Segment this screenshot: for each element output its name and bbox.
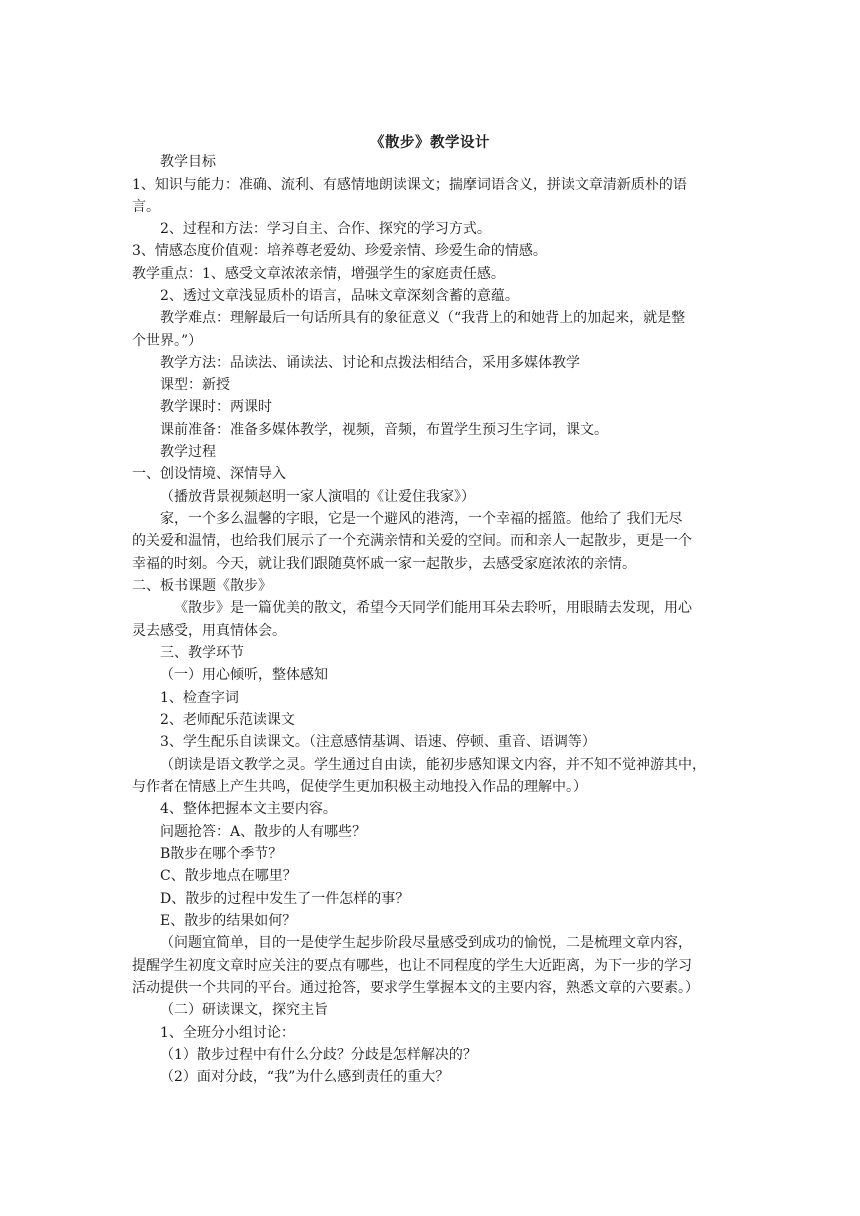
paragraph-line: 4、整体把握本文主要内容。 <box>160 801 337 817</box>
section-heading: 教学过程 <box>160 444 216 460</box>
paragraph-line: 3、情感态度价值观：培养尊老爱幼、珍爱亲情、珍爱生命的情感。 <box>132 243 547 259</box>
section-heading: 教学目标 <box>160 154 216 170</box>
paragraph-line: 2、过程和方法：学习自主、合作、探究的学习方式。 <box>160 221 491 237</box>
section-heading: 一、创设情境、深情导入 <box>132 466 286 482</box>
paragraph-line: 幸福的时刻。今天，就让我们跟随莫怀戚一家一起散步，去感受家庭浓浓的亲情。 <box>132 556 636 572</box>
paragraph-line: 与作者在情感上产生共鸣，促使学生更加积极主动地投入作品的理解中。） <box>132 779 587 795</box>
paragraph-line: 1、检查字词 <box>160 690 239 706</box>
paragraph-line: 提醒学生初度文章时应关注的要点有哪些，也让不同程度的学生大近距离，为下一步的学习 <box>132 958 692 974</box>
paragraph-line: 个世界。”） <box>132 333 203 349</box>
paragraph-line: （播放背景视频赵明一家人演唱的《让爱住我家》） <box>160 489 475 505</box>
paragraph-line: 教学难点：理解最后一句话所具有的象征意义（“我背上的和她背上的加起来，就是整 <box>160 310 686 326</box>
question-line: （1）散步过程中有什么分歧？分歧是怎样解决的？ <box>160 1047 477 1063</box>
paragraph-line: 教学方法：品读法、诵读法、讨论和点拨法相结合，采用多媒体教学 <box>160 355 580 371</box>
question-line: （2）面对分歧，“我”为什么感到责任的重大？ <box>160 1069 450 1085</box>
subsection-heading: （二）研读课文，探究主旨 <box>160 1002 328 1018</box>
paragraph-line: 教学重点：1、感受文章浓浓亲情，增强学生的家庭责任感。 <box>132 266 505 282</box>
paragraph-line: 教学课时：两课时 <box>160 399 272 415</box>
paragraph-line: 2、透过文章浅显质朴的语言，品味文章深刻含蓄的意蕴。 <box>160 288 519 304</box>
paragraph-line: 3、学生配乐自读课文。（注意感情基调、语速、停顿、重音、语调等） <box>160 734 596 750</box>
question-line: 问题抢答：A、散步的人有哪些？ <box>160 824 367 840</box>
document-title: 《散步》教学设计 <box>370 134 490 151</box>
paragraph-line: （问题宜简单，目的一是使学生起步阶段尽量感受到成功的愉悦，二是梳理文章内容， <box>160 935 692 951</box>
section-heading: 三、教学环节 <box>160 645 244 661</box>
paragraph-line: 2、老师配乐范读课文 <box>160 712 295 728</box>
question-line: B散步在哪个季节？ <box>160 846 283 862</box>
paragraph-line: 《散步》是一篇优美的散文，希望今天同学们能用耳朵去聆听，用眼睛去发现，用心 <box>174 600 692 616</box>
paragraph-line: 1、知识与能力：准确、流利、有感情地朗读课文；揣摩词语含义，拼读文章清新质朴的语 <box>132 177 687 193</box>
paragraph-line: 1、全班分小组讨论： <box>160 1025 295 1041</box>
subsection-heading: （一）用心倾听，整体感知 <box>160 667 328 683</box>
question-line: D、散步的过程中发生了一件怎样的事？ <box>160 891 410 907</box>
paragraph-line: （朗读是语文教学之灵。学生通过自由读，能初步感知课文内容，并不知不觉神游其中， <box>160 757 706 773</box>
paragraph-line: 课型：新授 <box>160 377 230 393</box>
paragraph-line: 课前准备：准备多媒体教学，视频，音频，布置学生预习生字词，课文。 <box>160 422 608 438</box>
paragraph-line: 活动提供一个共同的平台。通过抢答，要求学生掌握本文的主要内容，熟悉文章的六要素。） <box>132 980 699 996</box>
paragraph-line: 灵去感受，用真情体会。 <box>132 623 286 639</box>
question-line: E、散步的结果如何？ <box>160 913 297 929</box>
paragraph-line: 言。 <box>132 199 160 215</box>
paragraph-line: 家，一个多么温馨的字眼，它是一个避风的港湾，一个幸福的摇篮。他给了 我们无尽 <box>160 511 683 527</box>
question-line: C、散步地点在哪里？ <box>160 868 297 884</box>
paragraph-line: 的关爱和温情，也给我们展示了一个充满亲情和关爱的空间。而和亲人一起散步，更是一个 <box>132 533 692 549</box>
section-heading: 二、板书课题《散步》 <box>132 578 272 594</box>
